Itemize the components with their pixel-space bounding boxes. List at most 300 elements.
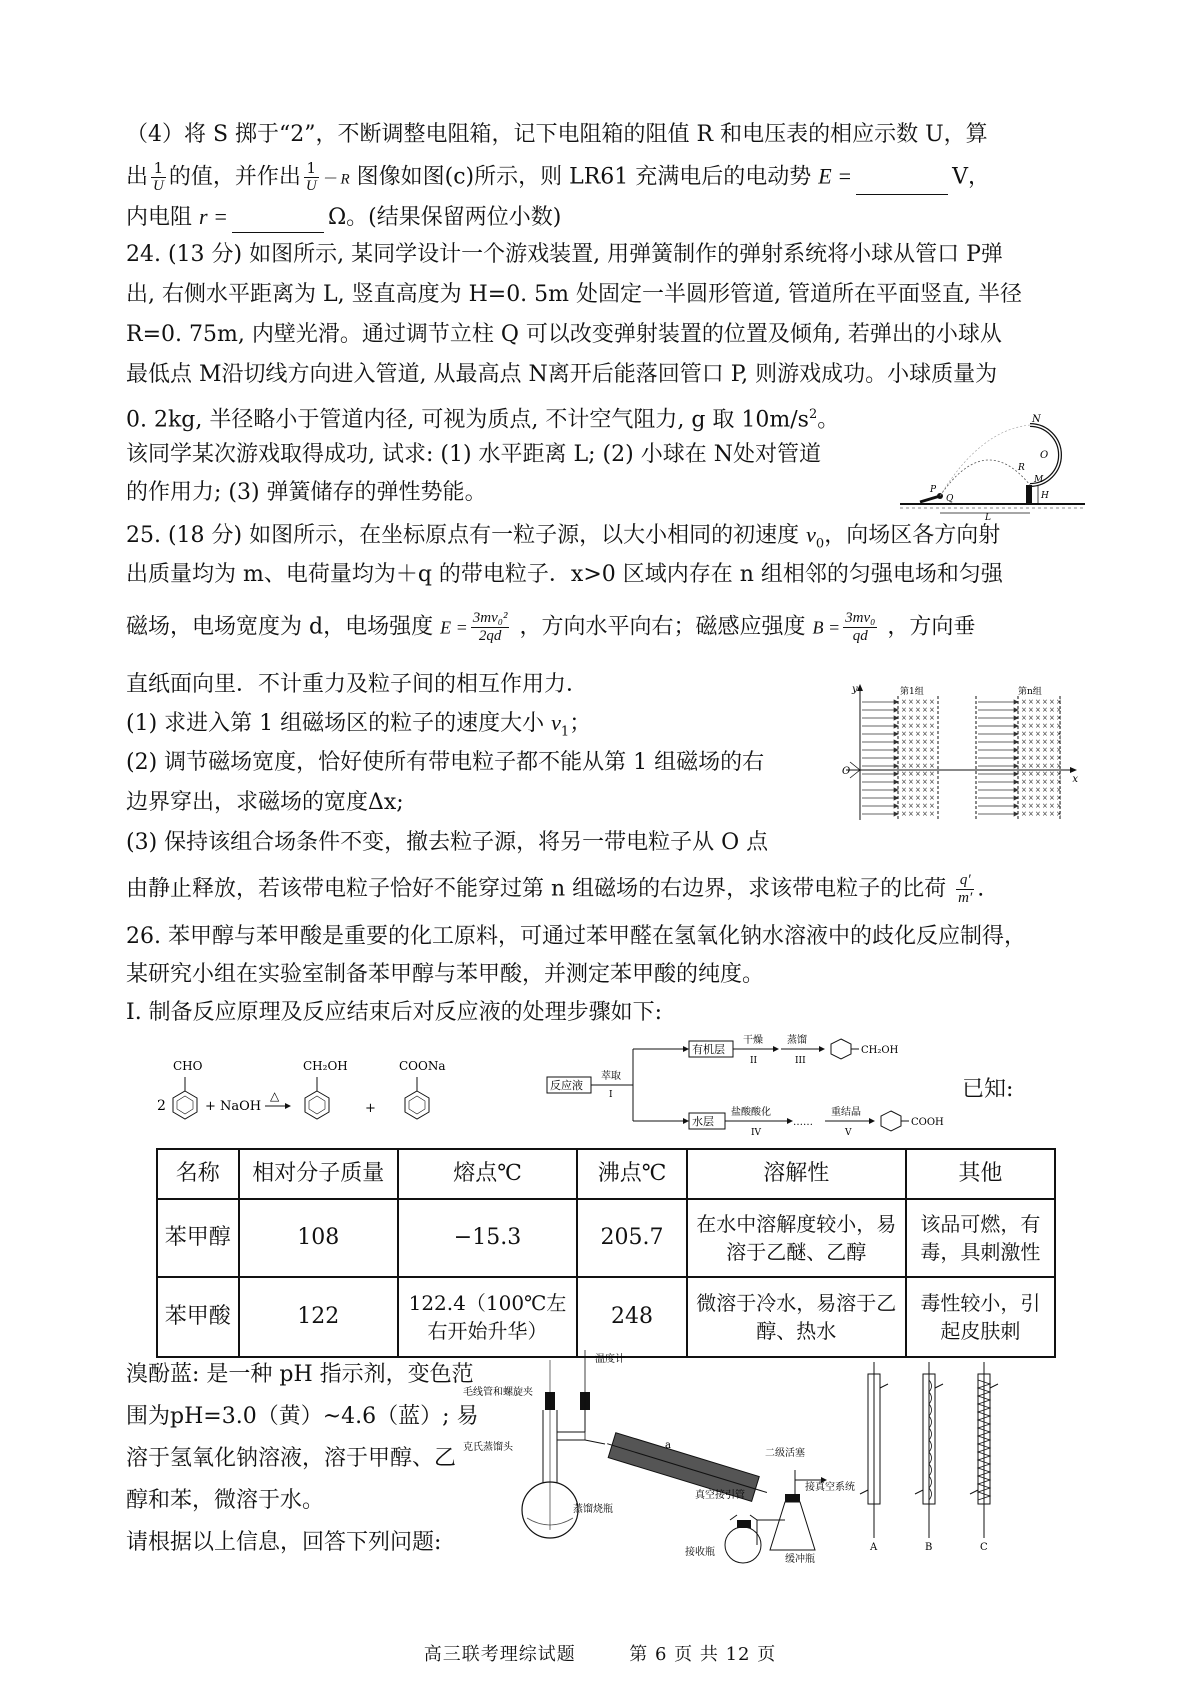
q25-line-5: (1) 求进入第 1 组磁场区的粒子的速度大小 $v_1$； [126,710,592,740]
b-field-cross: × [1028,794,1034,802]
e-field-arrowhead [1014,716,1018,720]
charge-mass-fraction: $\frac{q'}{m'}$ [958,872,973,906]
b-field-cross: × [901,786,907,794]
b-field-cross: × [1042,746,1048,754]
b-field-cross: × [1049,762,1055,770]
b-field-cross: × [1028,722,1034,730]
e-field-arrowhead [894,700,898,704]
b-field-cross: × [915,762,921,770]
b-field-cross: × [1035,730,1041,738]
svg-text:a: a [665,1440,671,1451]
bromo-line-1: 溴酚蓝: 是一种 pH 指示剂，变色范 [126,1362,474,1387]
b-field-cross: × [922,794,928,802]
b-field-cross: × [908,722,914,730]
b-field-cross: × [901,762,907,770]
inv-u-fraction-2: $\frac{1}{U}$ [305,159,317,194]
b-field-cross: × [929,794,935,802]
e-field-fraction: $\frac{\text{3mv₀²}}{2qd}$ [472,610,508,644]
b-field-cross: × [1049,746,1055,754]
svg-text:接收瓶: 接收瓶 [685,1547,715,1558]
b-field-fraction: $\frac{\text{3mv₀}}{qd}$ [845,610,876,644]
emf-answer-blank[interactable] [856,174,948,195]
svg-text:I: I [609,1090,613,1100]
e-field-arrowhead [894,804,898,808]
q25-line-9: 由静止释放，若该带电粒子恰好不能穿过第 n 组磁场的右边界，求该带电粒子的比荷 $\frac{q'}{m'}$ . [126,872,985,906]
b-field-cross: × [1021,778,1027,786]
b-field-cross: × [1035,794,1041,802]
vacuum-distillation-apparatus [463,1340,865,1565]
condenser-label-a: A [870,1542,878,1553]
b-field-cross: × [929,738,935,746]
b-field-cross: × [929,730,935,738]
table-row [157,1199,1055,1277]
q24-line-6: 该同学某次游戏取得成功, 试求: (1) 水平距离 L; (2) 小球在 N处对管道 [126,442,821,467]
b-field-cross: × [1028,714,1034,722]
bromo-line-2: 围为pH=3.0（黄）~4.6（蓝）; 易 [126,1404,479,1429]
b-field-cross: × [908,770,914,778]
fig24-label-h: H [1041,491,1049,501]
table-cell: 108 [239,1199,398,1277]
b-field-cross: × [901,738,907,746]
b-field-cross: × [1042,706,1048,714]
b-field-cross: × [1049,730,1055,738]
b-field-cross: × [1028,802,1034,810]
b-field-cross: × [1021,762,1027,770]
b-field-cross: × [929,746,935,754]
b-field-cross: × [1042,722,1048,730]
e-field-arrowhead [1014,812,1018,816]
b-field-cross: × [1042,762,1048,770]
b-field-cross: × [901,754,907,762]
col-molar-mass: 相对分子质量 [239,1149,398,1199]
b-field-cross: × [908,714,914,722]
workup-flowchart [545,1035,955,1140]
e-field-arrowhead [894,812,898,816]
svg-text:盐酸酸化: 盐酸酸化 [731,1107,771,1118]
b-field-cross: × [901,698,907,706]
b-field-cross: × [1056,714,1062,722]
b-field-cross: × [901,810,907,818]
q24-line-7: 的作用力; (3) 弹簧储存的弹性势能。 [126,480,487,505]
svg-text:接真空系统: 接真空系统 [805,1482,855,1493]
b-field-cross: × [1056,786,1062,794]
e-field-arrowhead [1014,804,1018,808]
fig25-group1-label: 第1组 [900,687,924,697]
svg-text:反应液: 反应液 [550,1079,583,1092]
b-field-cross: × [929,778,935,786]
condenser-label-b: B [925,1542,933,1553]
e-field-arrowhead [1014,764,1018,768]
svg-text:蒸馏烧瓶: 蒸馏烧瓶 [573,1504,613,1515]
b-field-cross: × [1035,714,1041,722]
table-cell: 122 [239,1277,398,1357]
b-field-cross: × [915,810,921,818]
e-field-arrowhead [894,796,898,800]
b-field-cross: × [929,810,935,818]
col-melting-point: 熔点℃ [398,1149,577,1199]
svg-text:重结晶: 重结晶 [831,1107,861,1118]
b-field-cross: × [1049,738,1055,746]
b-field-cross: × [929,722,935,730]
b-field-cross: × [929,786,935,794]
b-field-cross: × [915,714,921,722]
b-field-cross: × [1028,810,1034,818]
b-field-cross: × [901,794,907,802]
b-field-cross: × [1049,802,1055,810]
b-field-cross: × [1042,698,1048,706]
b-field-cross: × [908,698,914,706]
b-field-cross: × [922,722,928,730]
benzaldehyde-ring [173,1077,197,1119]
b-field-cross: × [915,802,921,810]
q25-line-1: 25. (18 分) 如图所示，在坐标原点有一粒子源，以大小相同的初速度 $v_0$，向场区各方向射 [126,522,1001,552]
b-field-cross: × [1042,714,1048,722]
b-field-cross: × [1042,770,1048,778]
e-field-arrowhead [1014,788,1018,792]
b-field-cross: × [1056,730,1062,738]
sodium-benzoate-ring [405,1077,429,1119]
e-field-arrowhead [1014,708,1018,712]
resistance-answer-blank[interactable] [232,212,324,233]
fig25-y-label: y [852,684,858,695]
b-field-cross: × [901,722,907,730]
b-field-cross: × [1049,794,1055,802]
b-field-cross: × [1056,754,1062,762]
e-field-arrowhead [1014,700,1018,704]
b-field-cross: × [908,730,914,738]
table-cell: 微溶于冷水，易溶于乙醇、热水 [687,1277,906,1357]
table-cell: 苯甲酸 [157,1277,239,1357]
e-field-arrowhead [894,780,898,784]
svg-text:II: II [750,1056,758,1066]
b-field-cross: × [929,714,935,722]
b-field-cross: × [901,730,907,738]
b-field-cross: × [908,746,914,754]
known-label: 已知: [962,1077,1014,1102]
q25-line-7: 边界穿出，求磁场的宽度Δx; [126,790,404,815]
b-field-cross: × [1028,778,1034,786]
table-cell: −15.3 [398,1199,577,1277]
e-field-arrowhead [894,732,898,736]
straight-condenser-a [860,1362,888,1538]
b-field-cross: × [901,746,907,754]
b-field-cross: × [908,802,914,810]
svg-text:COONa: COONa [399,1059,446,1073]
b-field-cross: × [922,714,928,722]
b-field-cross: × [1056,746,1062,754]
svg-text:温度计: 温度计 [595,1354,625,1365]
b-field-cross: × [1028,746,1034,754]
q25-line-4: 直纸面向里．不计重力及粒子间的相互作用力． [126,672,589,697]
b-field-cross: × [922,770,928,778]
b-field-cross: × [1021,722,1027,730]
e-field-arrowhead [1014,740,1018,744]
b-field-cross: × [1042,754,1048,762]
b-field-cross: × [1035,698,1041,706]
e-field-arrowhead [894,764,898,768]
q25-line-6: (2) 调节磁场宽度，恰好使所有带电粒子都不能从第 1 组磁场的右 [126,750,765,775]
b-field-cross: × [922,698,928,706]
condenser-types [850,1360,1020,1553]
bulb-condenser-b [915,1362,943,1538]
bromo-line-3: 溶于氢氧化钠溶液，溶于甲醇、乙 [126,1446,457,1471]
b-field-cross: × [1028,730,1034,738]
b-field-cross: × [1021,802,1027,810]
e-field-arrowhead [1014,724,1018,728]
svg-text:水层: 水层 [692,1115,714,1128]
b-field-cross: × [1056,738,1062,746]
e-field-arrowhead [894,724,898,728]
table-cell: 205.7 [577,1199,687,1277]
e-field-arrowhead [894,772,898,776]
e-field-arrowhead [894,708,898,712]
fig24-label-q: Q [946,494,954,504]
table-header-row [157,1149,1055,1199]
col-boiling-point: 沸点℃ [577,1149,687,1199]
b-field-cross: × [1042,810,1048,818]
inv-u-fraction: $\frac{1}{U}$ [153,159,164,194]
b-field-cross: × [915,786,921,794]
fig25-x-label: x [1072,774,1078,785]
q24-line-1: 24. (13 分) 如图所示, 某同学设计一个游戏装置, 用弹簧制作的弹射系统将小球从管口 P弹 [126,242,1003,267]
b-field-cross: × [1021,794,1027,802]
b-field-cross: × [922,762,928,770]
b-field-cross: × [1049,770,1055,778]
e-field-arrowhead [1014,780,1018,784]
b-field-cross: × [1035,706,1041,714]
b-field-cross: × [1028,762,1034,770]
e-field-arrowhead [894,740,898,744]
q23-line-3: 内电阻 r = Ω。(结果保留两位小数) [126,202,561,233]
b-field-cross: × [908,794,914,802]
b-field-cross: × [908,754,914,762]
b-field-cross: × [1035,754,1041,762]
b-field-cross: × [1035,762,1041,770]
b-field-cross: × [929,802,935,810]
e-field-arrowhead [894,716,898,720]
svg-text:真空接引管: 真空接引管 [695,1490,745,1501]
q26-line-1: 26. 苯甲醇与苯甲酸是重要的化工原料，可通过苯甲醛在氢氧化钠水溶液中的歧化反应制得， [126,924,1026,949]
b-field-cross: × [908,778,914,786]
b-field-cross: × [1049,754,1055,762]
q25-line-8: (3) 保持该组合场条件不变，撤去粒子源，将另一带电粒子从 O 点 [126,830,769,855]
b-field-cross: × [1056,810,1062,818]
b-field-cross: × [1042,802,1048,810]
b-field-cross: × [908,786,914,794]
b-field-cross: × [929,770,935,778]
b-field-cross: × [1021,714,1027,722]
b-field-cross: × [915,778,921,786]
b-field-cross: × [1028,770,1034,778]
b-field-cross: × [915,738,921,746]
b-field-cross: × [1049,706,1055,714]
svg-text:毛线管和螺旋夹: 毛线管和螺旋夹 [463,1387,533,1398]
b-field-cross: × [922,706,928,714]
b-field-cross: × [922,810,928,818]
q26-line-2: 某研究小组在实验室制备苯甲醇与苯甲酸，并测定苯甲酸的纯度。 [126,962,765,987]
b-field-cross: × [915,754,921,762]
col-other: 其他 [906,1149,1055,1199]
b-field-cross: × [915,698,921,706]
svg-text:III: III [795,1056,806,1066]
exam-title: 高三联考理综试题 [423,1644,576,1665]
b-field-cross: × [1049,786,1055,794]
b-field-cross: × [915,722,921,730]
col-solubility: 溶解性 [687,1149,906,1199]
b-field-cross: × [922,786,928,794]
b-field-cross: × [929,762,935,770]
benzyl-alcohol-ring [305,1077,329,1119]
b-field-cross: × [1021,698,1027,706]
b-field-cross: × [1056,698,1062,706]
b-field-cross: × [1056,706,1062,714]
fig24-label-m: M [1034,475,1044,485]
fig24-label-r: R [1018,463,1025,473]
svg-text:蒸馏: 蒸馏 [787,1035,807,1046]
b-field-cross: × [1056,794,1062,802]
b-field-cross: × [908,738,914,746]
q24-game-device-figure [890,410,1090,523]
table-cell: 122.4（100℃左右开始升华） [398,1277,577,1357]
svg-text:2: 2 [157,1098,166,1114]
properties-table [156,1148,1056,1358]
b-field-cross: × [1035,802,1041,810]
b-field-cross: × [915,746,921,754]
e-field-arrowhead [1014,732,1018,736]
b-field-cross: × [922,738,928,746]
table-cell: 毒性较小，引起皮肤刺 [906,1277,1055,1357]
b-field-cross: × [1028,754,1034,762]
group1-magnetic-field [901,698,935,818]
bromo-line-5: 请根据以上信息，回答下列问题: [126,1530,442,1555]
svg-text:克氏蒸馏头: 克氏蒸馏头 [463,1442,513,1453]
b-field-cross: × [1028,706,1034,714]
b-field-cross: × [915,706,921,714]
b-field-cross: × [1021,786,1027,794]
b-field-cross: × [1021,746,1027,754]
b-field-cross: × [1035,738,1041,746]
b-field-cross: × [1056,722,1062,730]
svg-text:V: V [845,1128,852,1138]
page-number: 第 6 页 共 12 页 [629,1644,777,1665]
fig25-origin-label: O [842,766,851,777]
b-field-cross: × [922,730,928,738]
q24-line-3: R=0. 75m, 内壁光滑。通过调节立柱 Q 可以改变弹射装置的位置及倾角, 若弹出的小球从 [126,322,1002,347]
q25-line-2: 出质量均为 m、电荷量均为＋q 的带电粒子．x>0 区域内存在 n 组相邻的匀强电场和匀强 [126,562,1003,587]
svg-text:二级活塞: 二级活塞 [765,1448,805,1459]
b-field-cross: × [1049,722,1055,730]
b-field-cross: × [1042,778,1048,786]
b-field-cross: × [1035,786,1041,794]
svg-text:+ NaOH: + NaOH [205,1099,262,1114]
b-field-cross: × [922,746,928,754]
b-field-cross: × [929,706,935,714]
b-field-cross: × [922,802,928,810]
b-field-cross: × [908,706,914,714]
b-field-cross: × [1049,810,1055,818]
e-field-arrowhead [1014,772,1018,776]
e-field-arrowhead [894,748,898,752]
b-field-cross: × [1035,722,1041,730]
b-field-cross: × [1049,714,1055,722]
b-field-cross: × [1042,794,1048,802]
table-cell: 苯甲醇 [157,1199,239,1277]
b-field-cross: × [1028,698,1034,706]
b-field-cross: × [1042,786,1048,794]
svg-text:有机层: 有机层 [692,1043,725,1056]
b-field-cross: × [901,706,907,714]
b-field-cross: × [1028,786,1034,794]
b-field-cross: × [1049,778,1055,786]
b-field-cross: × [1042,730,1048,738]
b-field-cross: × [1056,762,1062,770]
e-field-arrowhead [1014,796,1018,800]
b-field-cross: × [1021,730,1027,738]
table-cell: 在水中溶解度较小，易溶于乙醚、乙醇 [687,1199,906,1277]
page-footer [0,1640,1200,1666]
b-field-cross: × [1021,706,1027,714]
svg-text:干燥: 干燥 [743,1035,763,1046]
svg-text:+: + [365,1101,376,1116]
group1-electric-field [862,700,898,816]
svg-text:CH₂OH: CH₂OH [303,1059,348,1073]
svg-text:COOH: COOH [911,1117,944,1128]
b-field-cross: × [901,778,907,786]
b-field-cross: × [929,698,935,706]
b-field-cross: × [922,778,928,786]
svg-text:萃取: 萃取 [601,1071,621,1082]
fig24-label-n: N [1032,414,1041,425]
bromo-line-4: 醇和苯，微溶于水。 [126,1488,325,1513]
b-field-cross: × [1035,778,1041,786]
q25-field-figure [838,682,1078,824]
svg-text:……: …… [793,1117,813,1128]
svg-text:CH₂OH: CH₂OH [861,1045,899,1056]
b-field-cross: × [915,730,921,738]
fig24-label-o: O [1040,450,1049,461]
b-field-cross: × [922,754,928,762]
svg-text:IV: IV [751,1128,762,1138]
b-field-cross: × [1035,770,1041,778]
col-name: 名称 [157,1149,239,1199]
b-field-cross: × [1028,738,1034,746]
b-field-cross: × [915,794,921,802]
svg-text:CHO: CHO [173,1059,203,1073]
fig25-groupn-label: 第n组 [1018,687,1042,697]
b-field-cross: × [908,762,914,770]
e-field-arrowhead [1014,748,1018,752]
q23-line-1: （4）将 S 掷于“2”，不断调整电阻箱，记下电阻箱的阻值 R 和电压表的相应示数 U，算 [126,122,988,147]
b-field-cross: × [901,802,907,810]
e-field-arrowhead [1014,756,1018,760]
fig24-label-l: L [985,513,991,523]
condenser-label-c: C [980,1542,988,1553]
b-field-cross: × [901,770,907,778]
reaction-equation [155,1050,465,1130]
b-field-cross: × [908,810,914,818]
b-field-cross: × [1056,802,1062,810]
coil-condenser-c [970,1362,998,1538]
b-field-cross: × [1056,770,1062,778]
fig24-label-p: P [930,485,937,495]
b-field-cross: × [1021,754,1027,762]
table-cell: 248 [577,1277,687,1357]
b-field-cross: × [915,770,921,778]
b-field-cross: × [1042,738,1048,746]
q24-line-2: 出, 右侧水平距离为 L, 竖直高度为 H=0. 5m 处固定一半圆形管道, 管道所在平面竖直, 半径 [126,282,1022,307]
table-cell: 该品可燃，有毒，具刺激性 [906,1199,1055,1277]
b-field-cross: × [1021,770,1027,778]
